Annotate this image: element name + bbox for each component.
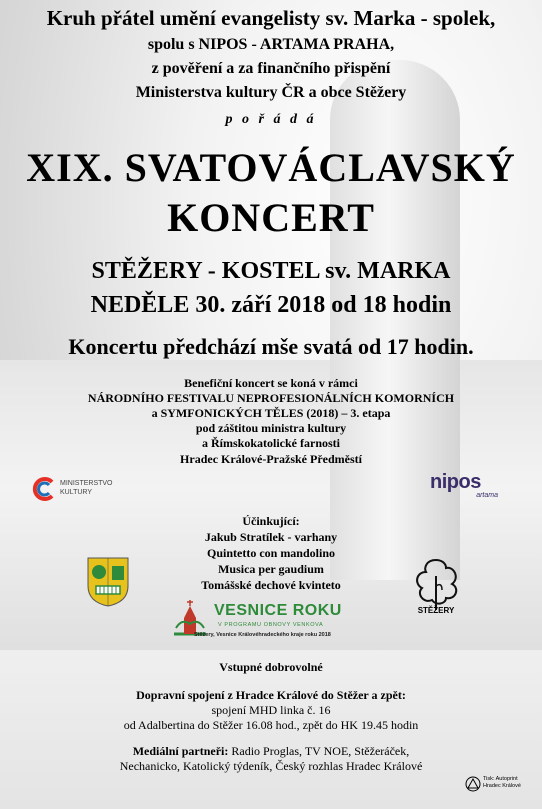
printer-triangle-icon xyxy=(465,776,481,792)
printer-line2: Hradec Králové xyxy=(483,783,521,789)
stezery-coat-of-arms xyxy=(86,556,130,608)
performers-heading: Účinkující: xyxy=(242,514,300,528)
nipos-wordmark: nipos xyxy=(430,471,481,493)
venue-place: STĚŽERY - KOSTEL sv. MARKA xyxy=(91,258,451,284)
vesnice-roku-caption: Stěžery, Vesnice Královéhradeckého kraje roku 2018 xyxy=(194,632,331,638)
concert-title-line1: XIX. SVATOVÁCLAVSKÝ xyxy=(26,145,516,190)
ministry-line: Ministerstva kultury ČR a obce Stěžery xyxy=(135,84,407,101)
tree-icon xyxy=(406,556,466,612)
concert-date: NEDĚLE 30. září 2018 od 18 hodin xyxy=(90,292,452,318)
festival-line3: a SYMFONICKÝCH TĚLES (2018) – 3. etapa xyxy=(151,406,391,420)
transport-line1: spojení MHD linka č. 16 xyxy=(211,703,331,717)
transport-line2: od Adalbertina do Stěžer 16.08 hod., zpět do HK 19.45 hodin xyxy=(123,718,419,732)
printer-line1: Tisk: Autoprint xyxy=(483,776,518,782)
ministry-c-icon xyxy=(32,476,58,502)
printer-mark xyxy=(465,774,539,796)
organizes-label: p o ř á d á xyxy=(225,112,317,127)
performer-item: Quintetto con mandolino xyxy=(206,546,335,560)
ministry-logo-line1: MINISTERSTVO xyxy=(60,480,113,487)
ministry-logo-line2: KULTURY xyxy=(60,489,93,496)
festival-line5: a Římskokatolické farnosti xyxy=(202,436,340,450)
concert-title-line2: KONCERT xyxy=(167,195,375,240)
vesnice-roku-title: VESNICE ROKU xyxy=(214,602,342,619)
festival-line6: Hradec Králové-Pražské Předměstí xyxy=(180,452,362,466)
festival-line2: NÁRODNÍHO FESTIVALU NEPROFESIONÁLNÍCH KOMORNÍCH xyxy=(87,391,455,405)
media-partners-line2: Nechanicko, Katolický týdeník, Český rozhlas Hradec Králové xyxy=(119,759,423,773)
mass-notice: Koncertu předchází mše svatá od 17 hodin. xyxy=(68,334,474,359)
media-partners-heading: Mediální partneři: xyxy=(132,744,229,758)
funding-line: z pověření a za finančního přispění xyxy=(151,60,391,77)
partner-line: spolu s NIPOS - ARTAMA PRAHA, xyxy=(147,36,395,53)
stezery-tree-logo xyxy=(406,556,466,626)
festival-line4: pod záštitou ministra kultury xyxy=(195,421,347,435)
entry-fee: Vstupné dobrovolné xyxy=(219,660,323,674)
vesnice-roku-logo xyxy=(168,596,358,646)
performer-item: Jakub Stratílek - varhany xyxy=(204,530,338,544)
media-partners-list1: Radio Proglas, TV NOE, Stěžeráček, xyxy=(228,744,410,758)
stezery-logo-label: STĚŽERY xyxy=(417,606,455,615)
vesnice-roku-subtitle: V PROGRAMU OBNOVY VENKOVA xyxy=(218,622,324,628)
festival-line1: Benefiční koncert se koná v rámci xyxy=(184,376,358,390)
ministry-of-culture-logo xyxy=(32,476,122,502)
performer-item: Tomášské dechové kvinteto xyxy=(201,578,341,592)
organizer-line: Kruh přátel umění evangelisty sv. Marka - spolek, xyxy=(46,6,496,30)
media-partners-line1 xyxy=(0,744,542,759)
performer-item: Musica per gaudium xyxy=(218,562,324,576)
nipos-artama-logo xyxy=(430,472,502,504)
coat-of-arms-shield-icon xyxy=(86,556,130,608)
transport-heading: Dopravní spojení z Hradce Králové do Stěžer a zpět: xyxy=(136,688,406,702)
artama-wordmark: artama xyxy=(476,492,498,499)
